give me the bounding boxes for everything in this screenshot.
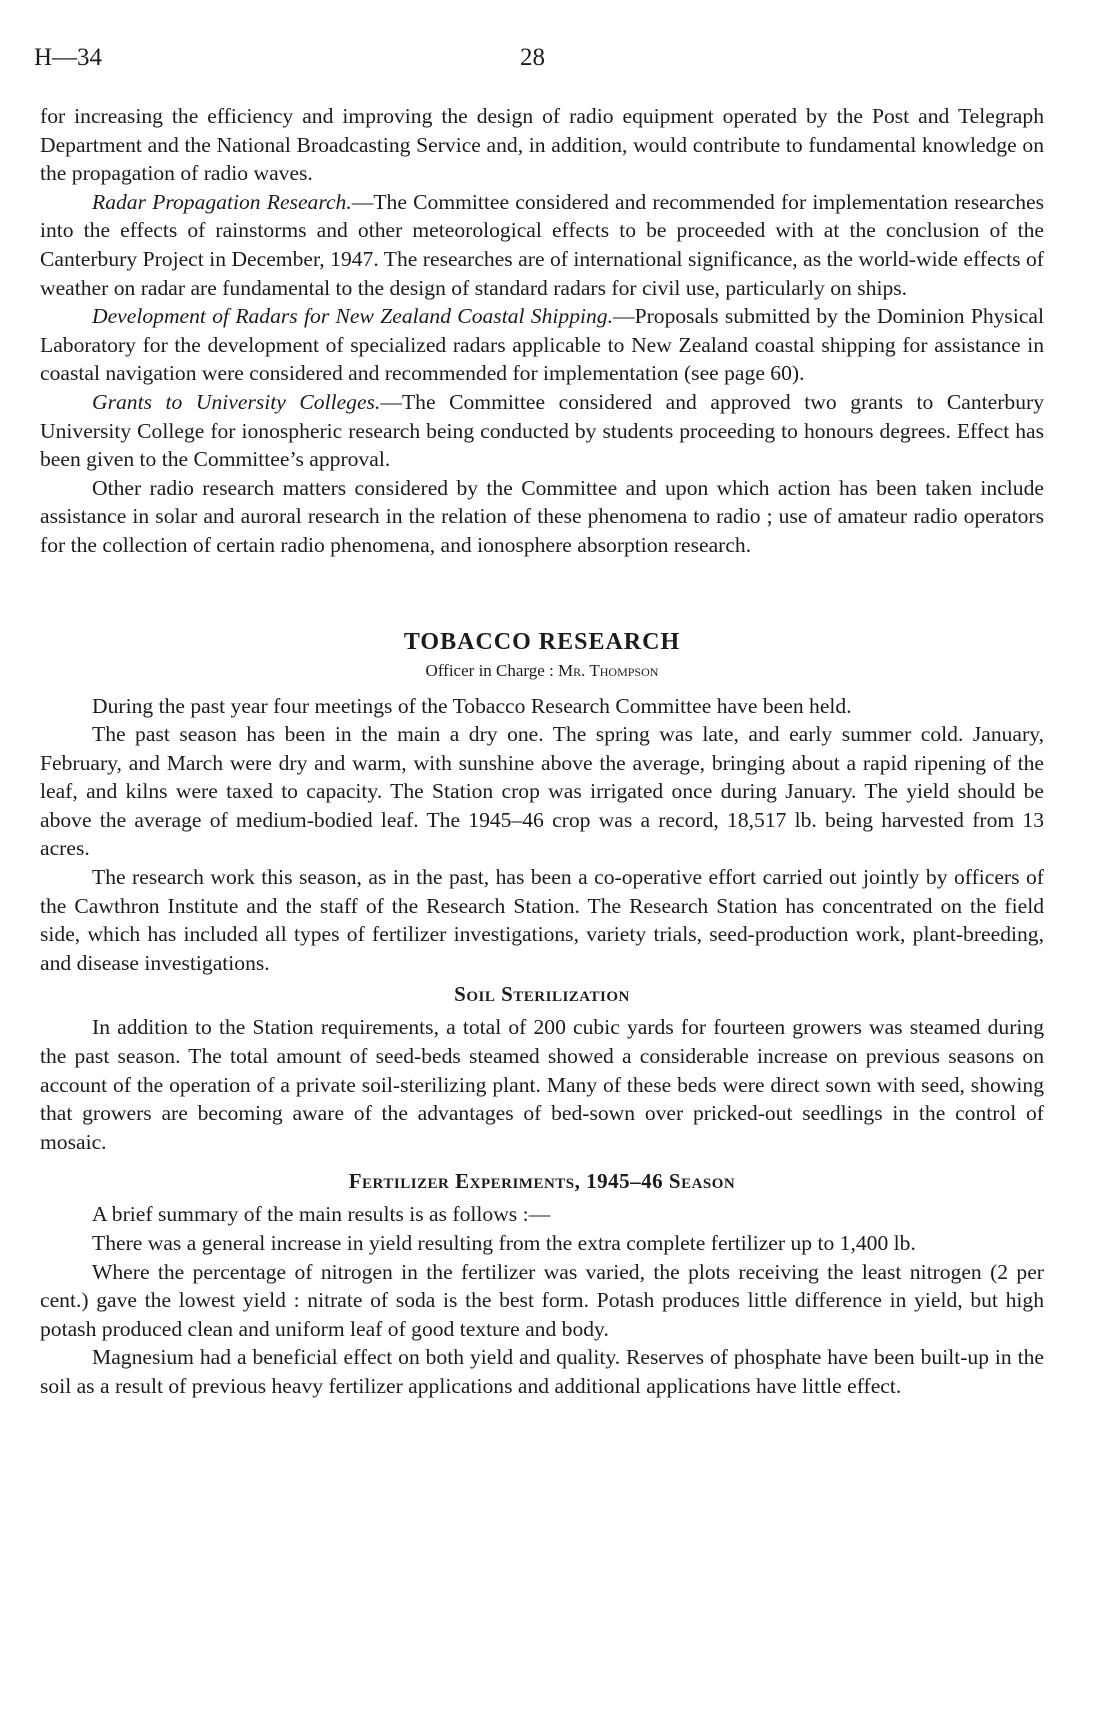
- university-grants-title: Grants to University Colleges.: [92, 389, 381, 414]
- officer-name: Mr. Thompson: [558, 660, 659, 680]
- tobacco-research-section: [40, 626, 1044, 978]
- coastal-shipping-title: Development of Radars for New Zealand Coastal Shipping.: [92, 304, 613, 329]
- page-body: [40, 102, 1044, 1401]
- page-number: 28: [520, 44, 545, 71]
- fertilizer-paragraph-3: Where the percentage of nitrogen in the fertilizer was varied, the plots receiving the least nitrogen (2 per cent.) gave the lowest yield : nitrate of soda is the best form. Potash produces little difference in yield, but high potash produced clean and uniform leaf of good texture and body.: [40, 1259, 1044, 1341]
- other-radio-matters-paragraph: Other radio research matters considered by the Committee and upon which action has been taken include assistance in solar and auroral research in the relation of these phenomena to radio ; use of amateur radio operators for the collection of certain radio phenomena, and ionosphere absorption research.: [40, 475, 1044, 557]
- fertilizer-experiments-section: [40, 1166, 1044, 1400]
- fertilizer-paragraph-1: A brief summary of the main results is as follows :—: [92, 1202, 551, 1227]
- coastal-shipping-paragraph: [40, 302, 1044, 388]
- radar-propagation-paragraph: [40, 188, 1044, 302]
- radio-paragraph-1: for increasing the efficiency and improving the design of radio equipment operated by the Post and Telegraph Department and the National Broadcasting Service and, in addition, would contribute to fundamental knowledge on the propagation of radio waves.: [40, 104, 1044, 186]
- page-header: [0, 44, 1114, 84]
- soil-sterilization-heading: Soil Sterilization: [454, 982, 630, 1007]
- document-reference: H—34: [34, 44, 103, 71]
- fertilizer-paragraph-2: There was a general increase in yield resulting from the extra complete fertilizer up to 1,400 lb.: [92, 1231, 916, 1255]
- soil-sterilization-section: [40, 979, 1044, 1156]
- officer-in-charge-line: [40, 658, 1044, 684]
- tobacco-paragraph-3: The research work this season, as in the past, has been a co-operative effort carried out jointly by officers of the Cawthron Institute and the staff of the Research Station. The Research Station has concentrated on the field side, which has included all types of fertilizer investigations, variety trials, seed-production work, plant-breeding, and disease investigations.: [40, 865, 1044, 975]
- fertilizer-experiments-heading: Fertilizer Experiments, 1945–46 Season: [348, 1169, 736, 1194]
- radar-propagation-text: —The Committee considered and recommended for implementation researches into the effects of rainstorms and other meteorological effects to be proceeded with at the conclusion of the Canterbury Project in December, 1947. The researches are of international significance, as the world-wide effects of weather on radar are fundamental to the design of standard radars for civil use, particularly on ships.: [40, 189, 1044, 300]
- radio-research-section: [40, 102, 1044, 560]
- fertilizer-paragraph-4: Magnesium had a beneficial effect on both yield and quality. Reserves of phosphate have been built-up in the soil as a result of previous heavy fertilizer applications and additional applications have little effect.: [40, 1345, 1044, 1398]
- university-grants-text: —The Committee considered and approved two grants to Canterbury University College for ionospheric research being conducted by students proceeding to honours degrees. Effect has been given to the Committee’s approval.: [40, 389, 1045, 472]
- coastal-shipping-text: —Proposals submitted by the Dominion Physical Laboratory for the development of specialized radars applicable to New Zealand coastal shipping for assistance in coastal navigation were considered and recommended for implementation (see page 60).: [40, 304, 1045, 386]
- radar-propagation-title: Radar Propagation Research.: [92, 189, 352, 214]
- officer-label: Officer in Charge :: [425, 660, 554, 680]
- tobacco-paragraph-1: During the past year four meetings of the Tobacco Research Committee have been held.: [92, 693, 852, 718]
- tobacco-paragraph-2: The past season has been in the main a dry one. The spring was late, and early summer cold. January, February, and March were dry and warm, with sunshine above the average, bringing about a rapid ripening of the leaf, and kilns were taxed to capacity. The Station crop was irrigated once during January. The yield should be above the average of medium-bodied leaf. The 1945–46 crop was a record, 18,517 lb. being harvested from 13 acres.: [40, 722, 1044, 861]
- tobacco-research-heading: TOBACCO RESEARCH: [403, 628, 681, 655]
- section-spacer: [40, 560, 1044, 626]
- soil-paragraph-1: In addition to the Station requirements, a total of 200 cubic yards for fourteen growers was steamed during the past season. The total amount of seed-beds steamed showed a considerable increase on previous seasons on account of the operation of a private soil-sterilizing plant. Many of these beds were direct sown with seed, showing that growers are becoming aware of the advantages of bed-sown over pricked-out seedlings in the control of mosaic.: [40, 1015, 1044, 1154]
- university-grants-paragraph: [40, 388, 1044, 474]
